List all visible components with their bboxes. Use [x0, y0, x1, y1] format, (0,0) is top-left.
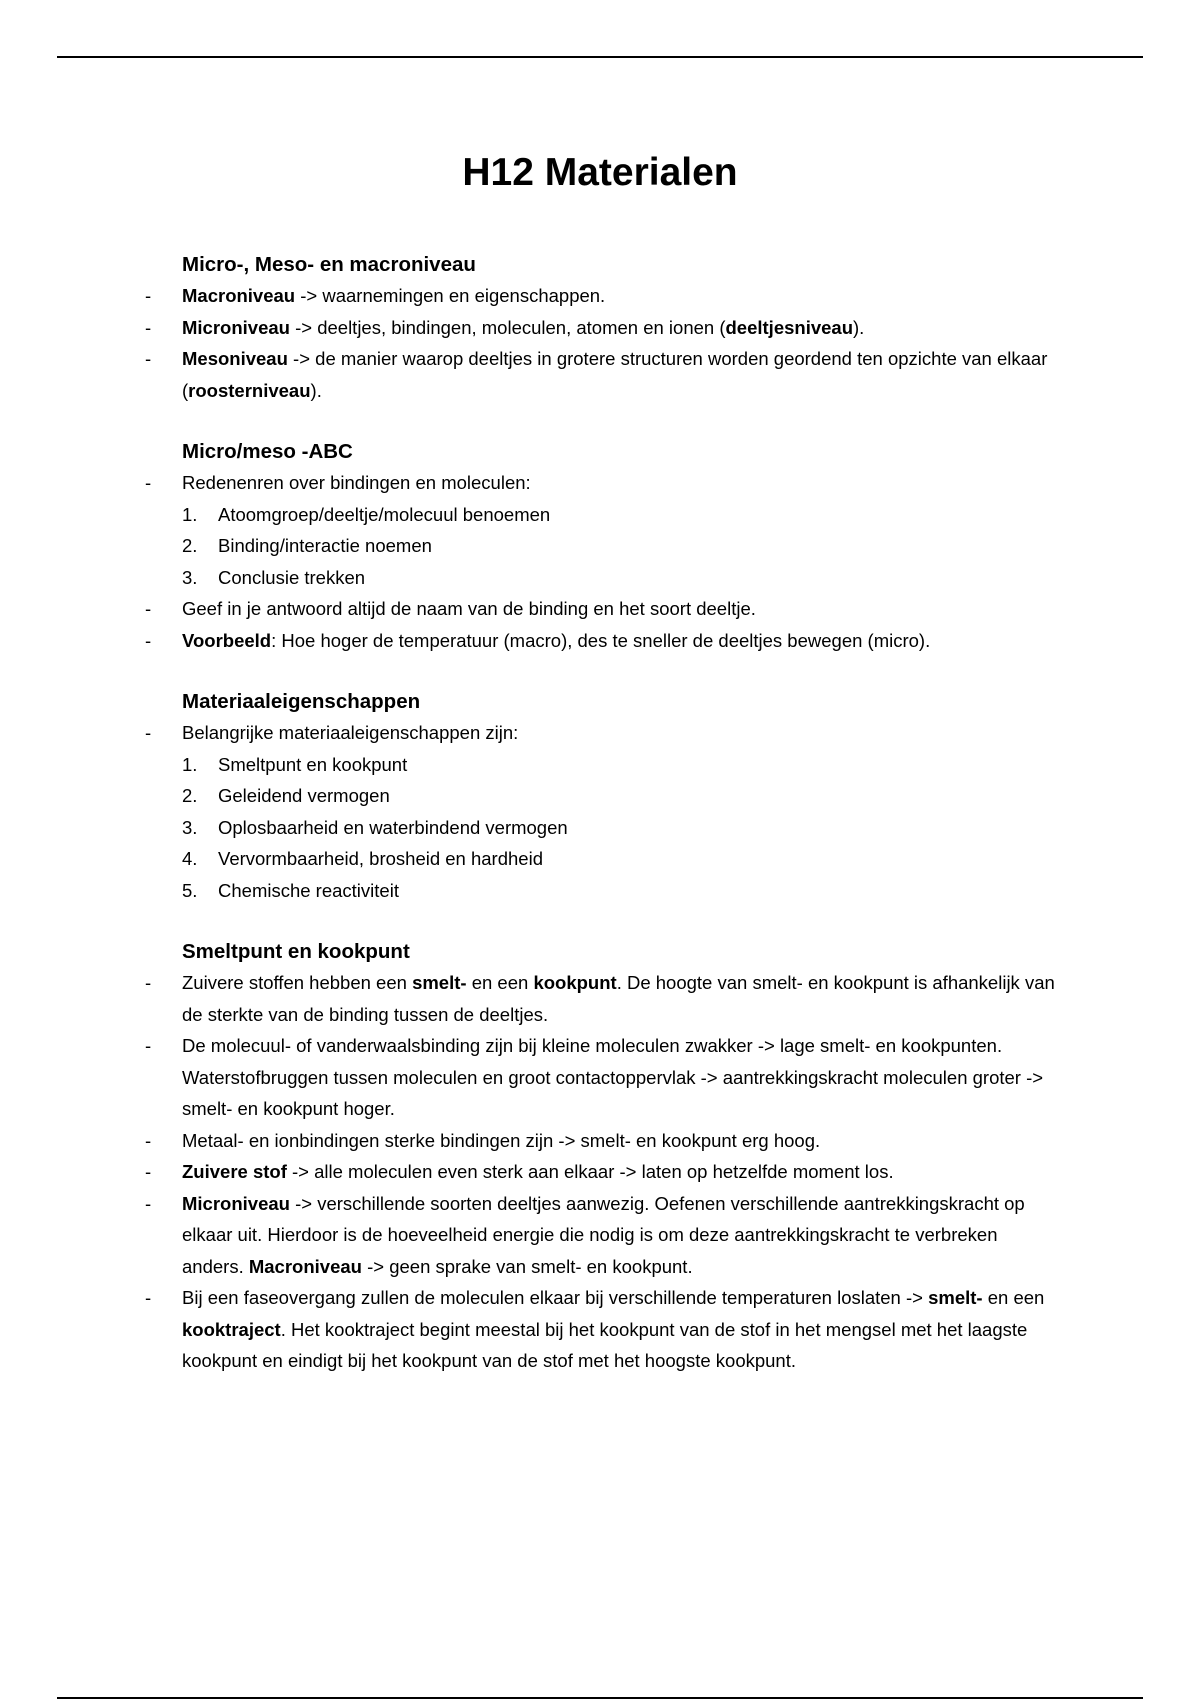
text-segment: -> alle moleculen even sterk aan elkaar -> laten op hetzelfde moment los. — [286, 1161, 894, 1182]
bullet-dash: - — [145, 1161, 152, 1182]
bold-term: smelt- — [412, 972, 467, 993]
text-segment: . De hoogte van smelt- en kookpunt is afhankelijk van de sterkte van de binding tussen de deeltjes. — [182, 972, 1055, 1025]
bullet-item — [0, 1030, 1062, 1125]
numbered-item — [0, 530, 1062, 562]
bullet-dash: - — [145, 972, 152, 993]
text-segment: Bij een faseovergang zullen de moleculen elkaar bij verschillende temperaturen loslaten -> — [182, 1287, 929, 1308]
bold-term: kookpunt — [533, 972, 617, 993]
bold-term: Zuivere stof — [182, 1161, 287, 1182]
item-number: 4. — [182, 848, 198, 869]
bullet-dash: - — [145, 1192, 152, 1214]
numbered-item — [0, 749, 1062, 781]
bullet-item — [0, 1282, 1062, 1377]
section — [0, 687, 1200, 906]
text-segment: Oplosbaarheid en waterbindend vermogen — [218, 816, 568, 838]
text-segment: Zuivere stoffen hebben een — [182, 972, 413, 993]
section-heading: Micro-, Meso- en macroniveau — [182, 253, 476, 276]
item-text — [182, 530, 1062, 562]
bullet-item — [0, 1125, 1062, 1157]
text-segment: Metaal- en ionbindingen sterke bindingen zijn -> smelt- en kookpunt erg hoog. — [182, 1129, 821, 1151]
bold-term: Microniveau — [182, 1192, 290, 1214]
bold-term: Microniveau — [182, 316, 290, 338]
numbered-item — [0, 499, 1062, 531]
bold-term: Voorbeeld — [182, 629, 272, 651]
section-heading: Micro/meso -ABC — [182, 440, 353, 463]
item-text — [182, 562, 1062, 594]
numbered-item — [0, 562, 1062, 594]
footer-rule — [57, 1697, 1143, 1699]
text-segment: Belangrijke materiaaleigenschappen zijn: — [182, 722, 519, 743]
bold-term: kooktraject — [182, 1318, 281, 1340]
text-segment: Redenenren over bindingen en moleculen: — [182, 472, 531, 493]
page-title: H12 Materialen — [462, 151, 738, 194]
bullet-item — [0, 1188, 1062, 1283]
bullet-dash: - — [145, 629, 152, 651]
text-segment: -> waarnemingen en eigenschappen. — [295, 285, 606, 306]
bold-term: roosterniveau — [188, 379, 311, 401]
numbered-item — [0, 780, 1062, 812]
item-text — [182, 843, 1062, 875]
text-segment: Vervormbaarheid, brosheid en hardheid — [218, 848, 543, 869]
header-rule — [57, 56, 1143, 58]
bullet-item — [0, 343, 1062, 406]
bullet-item — [0, 312, 1062, 344]
text-segment: Geleidend vermogen — [218, 785, 390, 806]
bullet-dash: - — [145, 1287, 152, 1308]
item-text — [182, 812, 1062, 844]
text-segment: Binding/interactie noemen — [218, 535, 432, 556]
bullet-item — [0, 1156, 1062, 1188]
section — [0, 937, 1200, 1377]
item-number: 2. — [182, 535, 198, 556]
text-segment: Conclusie trekken — [218, 566, 366, 588]
text-segment: -> verschillende soorten deeltjes aanwezig. Oefenen verschillende aantrekkingskracht op elkaar uit. Hierdoor is de hoeveelheid energie die nodig is om deze aantrekkingskracht te verbreken anders. — [182, 1192, 1025, 1277]
section-heading: Smeltpunt en kookpunt — [182, 940, 410, 963]
bullet-dash: - — [145, 316, 152, 338]
bold-term: Mesoniveau — [182, 348, 288, 369]
bullet-item — [0, 625, 1062, 657]
bullet-dash: - — [145, 1129, 152, 1151]
bullet-item — [0, 467, 1062, 499]
text-segment: -> deeltjes, bindingen, moleculen, atomen en ionen ( — [289, 316, 726, 338]
text-segment: ). — [310, 379, 322, 401]
bullet-item — [0, 967, 1062, 1030]
item-number: 3. — [182, 566, 198, 588]
bullet-dash: - — [145, 722, 152, 743]
text-segment: : Hoe hoger de temperatuur (macro), des te sneller de deeltjes bewegen (micro). — [271, 629, 931, 651]
text-segment: Geef in je antwoord altijd de naam van de binding en het soort deeltje. — [182, 598, 756, 619]
text-segment: en een — [982, 1287, 1045, 1308]
item-text — [182, 780, 1062, 812]
bullet-dash: - — [145, 472, 152, 493]
bold-term: Macroniveau — [248, 1255, 362, 1277]
section — [0, 250, 1200, 406]
bullet-dash: - — [145, 348, 152, 369]
bullet-dash: - — [145, 598, 152, 619]
item-text — [182, 499, 1062, 531]
text-segment: Smeltpunt en kookpunt — [218, 753, 408, 775]
bullet-item — [0, 280, 1062, 312]
item-number: 1. — [182, 753, 198, 775]
text-segment: -> de manier waarop deeltjes in grotere structuren worden geordend ten opzichte van elkaar ( — [182, 348, 1048, 401]
section — [0, 437, 1200, 656]
item-text — [182, 875, 1062, 907]
bold-term: deeltjesniveau — [725, 316, 854, 338]
text-segment: -> geen sprake van smelt- en kookpunt. — [361, 1255, 693, 1277]
text-segment: . Het kooktraject begint meestal bij het kookpunt van de stof in het mengsel met het laagste kookpunt en eindigt bij het kookpunt van de stof met het hoogste kookpunt. — [182, 1318, 1028, 1371]
text-segment: ). — [853, 316, 865, 338]
section-heading: Materiaaleigenschappen — [182, 690, 421, 713]
item-number: 5. — [182, 879, 198, 901]
item-number: 3. — [182, 816, 198, 838]
text-segment: Atoomgroep/deeltje/molecuul benoemen — [218, 503, 551, 525]
numbered-item — [0, 875, 1062, 907]
text-segment: De molecuul- of vanderwaalsbinding zijn bij kleine moleculen zwakker -> lage smelt- en kookpunten. Waterstofbruggen tussen moleculen en groot contactoppervlak -> aantrekkingskracht moleculen groter -> smelt- en kookpunt hoger. — [182, 1035, 1044, 1119]
bold-term: smelt- — [928, 1287, 983, 1308]
bullet-item — [0, 717, 1062, 749]
bullet-dash: - — [145, 285, 152, 306]
text-segment: en een — [466, 972, 534, 993]
bullet-dash: - — [145, 1035, 152, 1056]
bold-term: Macroniveau — [182, 285, 296, 306]
item-number: 1. — [182, 503, 198, 525]
numbered-item — [0, 843, 1062, 875]
text-segment: Chemische reactiviteit — [218, 879, 399, 901]
bullet-item — [0, 593, 1062, 625]
document-body — [0, 250, 1200, 1408]
item-text — [182, 749, 1062, 781]
numbered-item — [0, 812, 1062, 844]
item-number: 2. — [182, 785, 198, 806]
